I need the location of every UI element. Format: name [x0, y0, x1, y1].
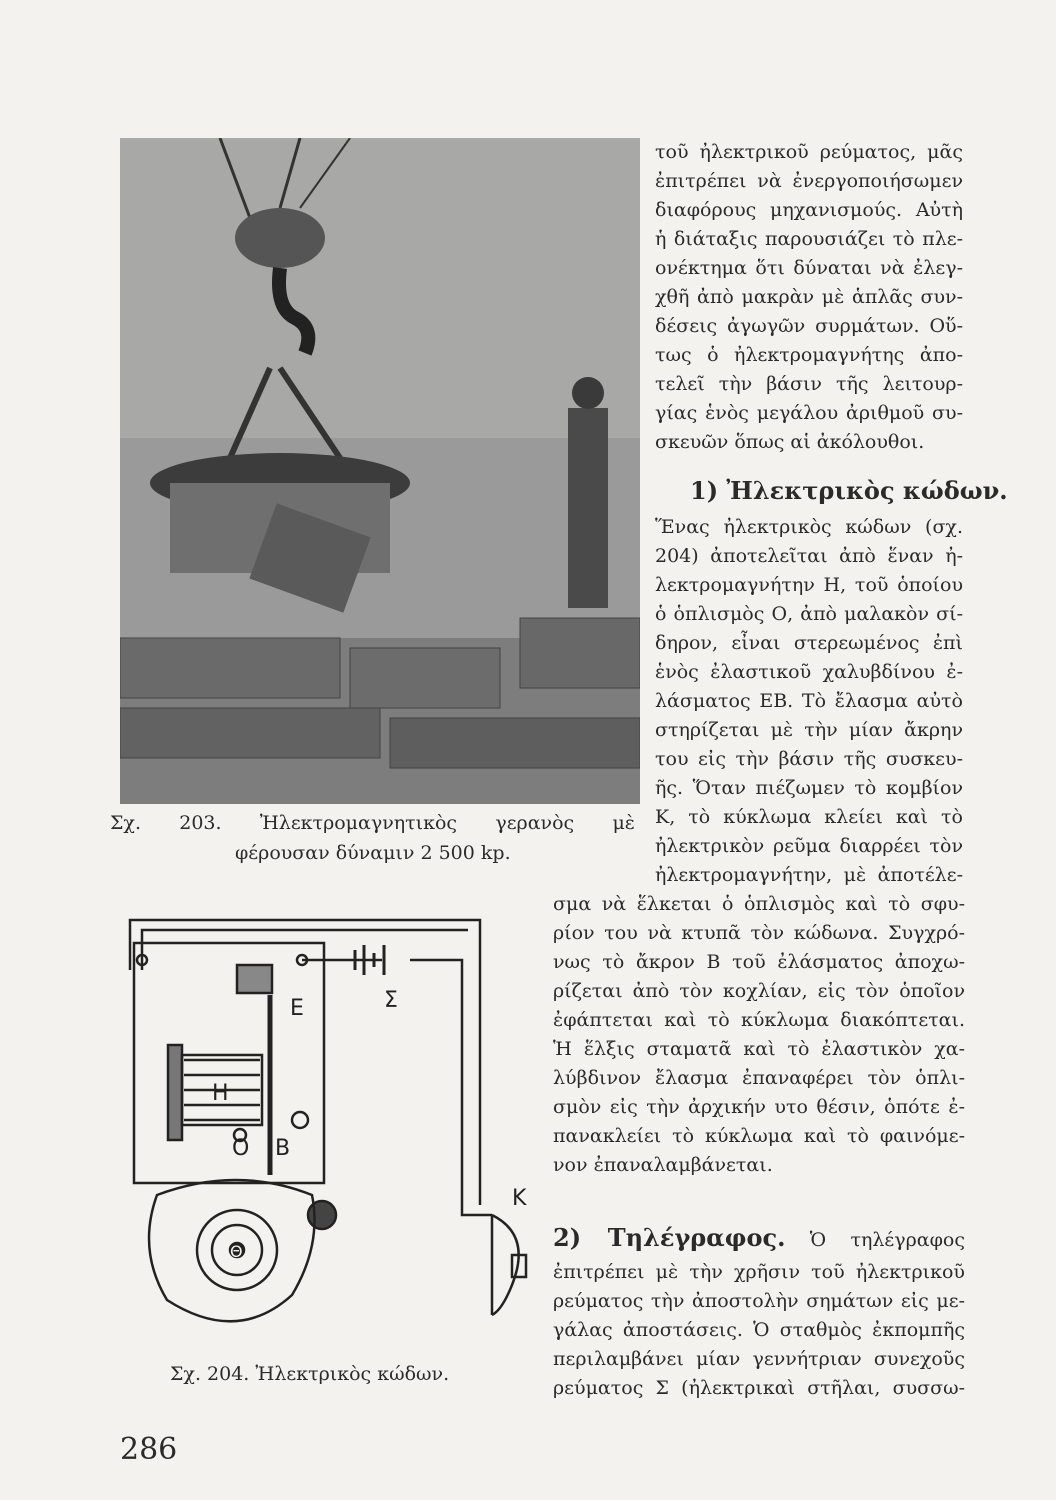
label-K: K [512, 1186, 527, 1211]
text-line: στηρίζεται μὲ τὴν μίαν ἄκρην [655, 719, 963, 741]
text-line: γάλας ἀποστάσεις. Ὁ σταθμὸς ἐκπομπῆς [553, 1319, 965, 1341]
text-line: ονέκτημα ὅτι δύναται νὰ ἐλεγ- [655, 257, 963, 279]
section-2-heading: 2) Τηλέγραφος. [553, 1223, 786, 1252]
text-line: γίας ἑνὸς μεγάλου ἀριθμοῦ συ- [655, 402, 963, 424]
text-line: λεκτρομαγνήτην Η, τοῦ ὁποίου [655, 574, 963, 596]
label-B: B [275, 1136, 291, 1161]
text-line: σμὸν εἰς τὴν ἀρχικήν υτο θέσιν, ὁπότε ἐ- [553, 1096, 965, 1118]
figure-203-caption: Σχ. 203. Ἠλεκτρομαγνητικὸς γερανὸς μὲ [110, 812, 635, 834]
label-O: O [232, 1136, 250, 1161]
text-line: ἐπιτρέπει νὰ ἐνεργοποιήσωμεν [655, 170, 963, 192]
text-line: Ὁ τηλέγραφος [809, 1229, 965, 1251]
text-line: τως ὁ ἠλεκτρομαγνήτης ἀπο- [655, 344, 963, 366]
text-line: δέσεις ἀγωγῶν συρμάτων. Οὕ- [655, 315, 963, 337]
label-E: E [290, 996, 304, 1021]
text-line: του εἰς τὴν βάσιν τῆς συσκευ- [655, 748, 963, 770]
text-line: τελεῖ τὴν βάσιν τῆς λειτουρ- [655, 373, 963, 395]
crane-photo [120, 138, 640, 804]
text-line: ἑνὸς ἐλαστικοῦ χαλυβδίνου ἐ- [655, 661, 963, 683]
text-line: ῆς. Ὅταν πιέζωμεν τὸ κομβίον [655, 777, 963, 799]
section-1-wide [553, 890, 965, 1180]
intro-paragraph [655, 138, 963, 457]
figure-204-caption: Σχ. 204. Ἠλεκτρικὸς κώδων. [170, 1363, 450, 1385]
crane-photo-drawing [120, 138, 640, 804]
text-line: Ἕνας ἠλεκτρικὸς κώδων (σχ. [655, 516, 963, 538]
figure-203-caption-line2: φέρουσαν δύναμιν 2 500 kp. [235, 842, 511, 864]
text-line: δηρον, εἶναι στερεωμένος ἐπὶ [655, 632, 963, 654]
text-line: Κ, τὸ κύκλωμα κλείει καὶ τὸ [655, 806, 963, 828]
section-1-narrow [655, 513, 963, 890]
text-line: λύβδινον ἔλασμα ἐπαναφέρει τὸν ὁπλι- [553, 1067, 965, 1089]
text-line: ρεύματος τὴν ἀποστολὴν σημάτων εἰς με- [553, 1290, 965, 1312]
electric-bell-diagram [112, 915, 542, 1355]
text-line: χθῆ ἀπὸ μακρὰν μὲ ἁπλᾶς συν- [655, 286, 963, 308]
section-1-heading: 1) Ἠλεκτρικὸς κώδων. [690, 476, 1008, 505]
text-line: Ἡ ἕλξις σταματᾶ καὶ τὸ ἐλαστικὸν χα- [553, 1038, 965, 1060]
text-line: νως τὸ ἄκρον Β τοῦ ἐλάσματος ἀποχω- [553, 951, 965, 973]
text-line: ἐφάπτεται καὶ τὸ κύκλωμα διακόπτεται. [553, 1009, 965, 1031]
label-Sigma: Σ [384, 988, 398, 1013]
text-line: ἐπιτρέπει μὲ τὴν χρῆσιν τοῦ ἠλεκτρικοῦ [553, 1261, 965, 1283]
text-line: πανακλείει τὸ κύκλωμα καὶ τὸ φαινόμε- [553, 1125, 965, 1147]
label-H: H [212, 1081, 229, 1106]
text-line: λάσματος ΕΒ. Τὸ ἔλασμα αὐτὸ [655, 690, 963, 712]
text-line: ἠλεκτρικὸν ρεῦμα διαρρέει τὸν [655, 835, 963, 857]
page-number: 286 [120, 1432, 178, 1467]
text-line: σμα νὰ ἕλκεται ὁ ὁπλισμὸς καὶ τὸ σφυ- [553, 893, 965, 915]
text-line: ἠλεκτρομαγνήτην, μὲ ἀποτέλε- [655, 864, 963, 886]
text-line: ἡ διάταξις παρουσιάζει τὸ πλε- [655, 228, 963, 250]
text-line: ρίζεται ἀπὸ τὸν κοχλίαν, εἰς τὸν ὁποῖον [553, 980, 965, 1002]
text-line: περιλαμβάνει μίαν γεννήτριαν συνεχοῦς [553, 1348, 965, 1370]
text-line: ὁ ὁπλισμὸς Ο, ἀπὸ μαλακὸν σί- [655, 603, 963, 625]
text-line: ρίον του νὰ κτυπᾶ τὸν κώδωνα. Συγχρό- [553, 922, 965, 944]
text-line: νον ἐπαναλαμβάνεται. [553, 1154, 773, 1176]
label-Theta: Θ [230, 1242, 243, 1261]
section-2 [553, 1220, 965, 1403]
text-line: διαφόρους μηχανισμούς. Αὐτὴ [655, 199, 963, 221]
text-line: ρεύματος Σ (ἠλεκτρικαὶ στῆλαι, συσσω- [553, 1377, 965, 1399]
text-line: σκευῶν ὅπως αἱ ἀκόλουθοι. [655, 431, 925, 453]
text-line: τοῦ ἠλεκτρικοῦ ρεύματος, μᾶς [655, 141, 963, 163]
base-board [134, 943, 324, 1183]
text-line: 204) ἀποτελεῖται ἀπὸ ἕναν ἠ- [655, 545, 963, 567]
